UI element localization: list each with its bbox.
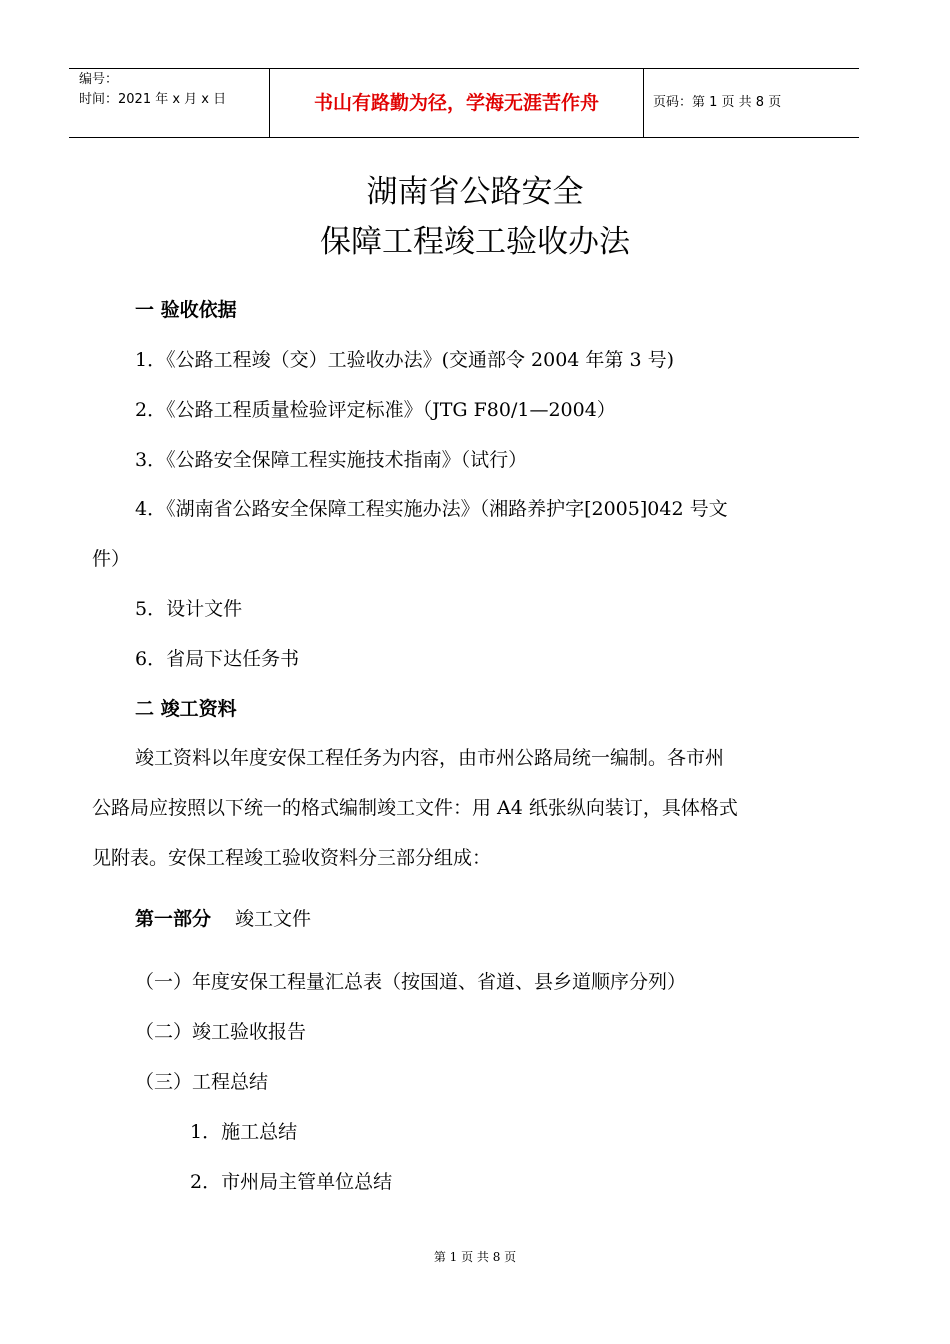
part-heading — [135, 907, 311, 931]
list-item: （二）竣工验收报告 — [135, 1021, 307, 1043]
part-heading-text: 竣工文件 — [235, 908, 312, 930]
list-item: （三）工程总结 — [135, 1071, 269, 1093]
paragraph-line: 公路局应按照以下统一的格式编制竣工文件：用 A4 纸张纵向装订，具体格式 — [92, 797, 738, 819]
list-item: 6．省局下达任务书 — [135, 648, 300, 670]
paragraph-line: 见附表。安保工程竣工验收资料分三部分组成： — [92, 847, 492, 869]
list-item-continuation: 件） — [92, 548, 131, 570]
page-header — [69, 68, 859, 138]
list-item: 3．《公路安全保障工程实施技术指南》（试行） — [135, 449, 528, 471]
header-page-info: 页码：第 1 页 共 8 页 — [653, 95, 782, 110]
list-item: （一）年度安保工程量汇总表（按国道、省道、县乡道顺序分列） — [135, 971, 687, 993]
list-item: 4．《湖南省公路安全保障工程实施办法》（湘路养护字[2005]042 号文 — [135, 498, 728, 520]
header-motto: 书山有路勤为径，学海无涯苦作舟 — [313, 92, 599, 114]
list-item: 5．设计文件 — [135, 598, 243, 620]
paragraph-line: 竣工资料以年度安保工程任务为内容，由市州公路局统一编制。各市州 — [135, 747, 725, 769]
sub-list-item: 1．施工总结 — [190, 1121, 298, 1143]
header-meta — [69, 69, 269, 137]
page-footer: 第 1 页 共 8 页 — [433, 1250, 517, 1264]
sub-list-item: 2．市州局主管单位总结 — [190, 1171, 393, 1193]
document-title-line2: 保障工程竣工验收办法 — [320, 224, 630, 260]
document-time-label: 时间：2021 年 x 月 x 日 — [79, 92, 227, 107]
section-heading: 二 竣工资料 — [135, 698, 237, 720]
header-divider — [643, 69, 644, 137]
list-item: 2．《公路工程质量检验评定标准》（JTG F80/1—2004） — [135, 399, 616, 421]
document-number-label: 编号： — [79, 72, 119, 87]
list-item: 1．《公路工程竣（交）工验收办法》(交通部令 2004 年第 3 号) — [135, 349, 675, 371]
document-title-line1: 湖南省公路安全 — [366, 174, 584, 210]
part-heading-label: 第一部分 — [135, 908, 212, 930]
section-heading: 一 验收依据 — [135, 299, 237, 321]
